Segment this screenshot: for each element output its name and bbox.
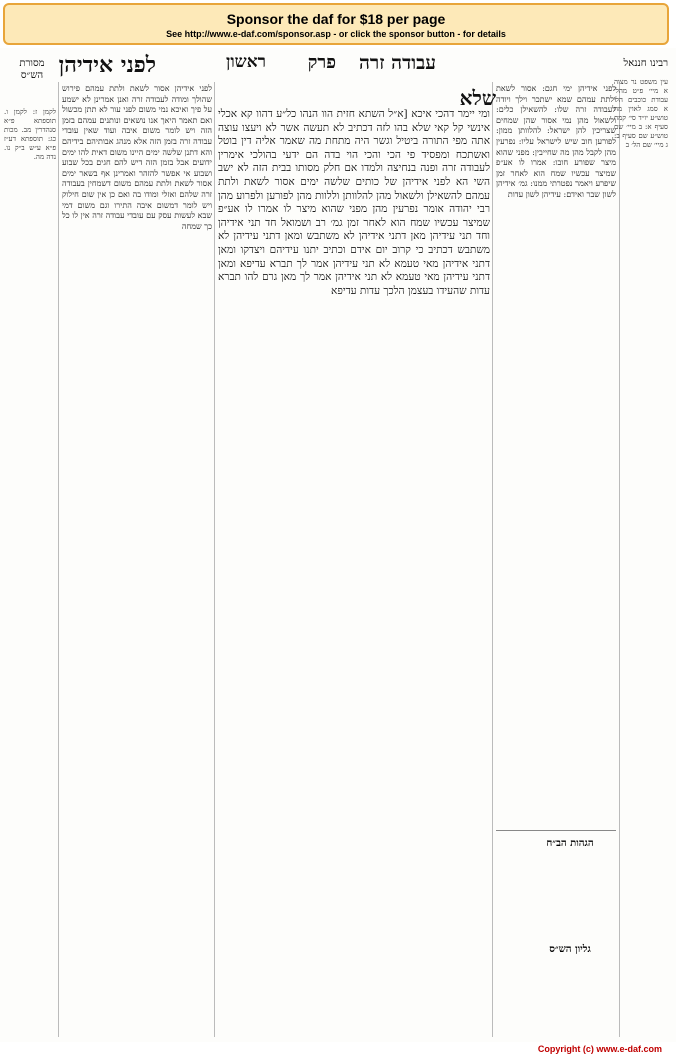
sponsor-banner[interactable] — [3, 3, 669, 45]
page-header-perek: פרק — [307, 52, 336, 73]
column-divider — [492, 82, 493, 1037]
margin-references: לקמן ז: לקמן ו. תוספתא פ״א סנהדרין מב. מכות כג: תוספתא דע״ז פ״א ע״ש ב״ק נו. נדה מה. — [4, 108, 56, 161]
tosafot-column: לפני אידיהן אסור לשאת ולתת עמהם פירוש שהולך ומודה לעבודה זרה ואנן אמרינן לא ישמע על פיך ואיכא נמי משום לפני עור לא תתן מכשול ואם תאמר היאך אנו נושאים ונותנים עמהם בזמן הזה ויש לומר משום איבה ועוד שאין עובדי עבודה זרה בזמן הזה אלא מנהג אבותיהם בידיהם והא דתנן שלשה ימים היינו משום דאית להו ימים ידועים אבל בזמן הזה דיש להם חגים בכל שבוע ושבוע אי אפשר להזהר ואמרינן אף בשאר ימים אסור לשאת ולתת עמהם משום דשמחין בעבודה זרה שלהם ואזלי ומודו בה ואם כן אין שום חילוק ויש לומר דמשום איבה התירו וגם משום דמי שבא לעשות עסק עם עובדי עבודה זרה אין לו כל כך שמחה — [62, 84, 212, 231]
copyright-footer[interactable]: Copyright (c) www.e-daf.com — [537, 1044, 662, 1054]
column-divider — [214, 82, 215, 1037]
page-header-tractate: עבודה זרה — [358, 52, 436, 74]
column-divider — [58, 82, 59, 1037]
notes-box — [496, 830, 616, 1031]
masoret-hashas-label: מסורת הש״ס — [19, 58, 45, 81]
daf-page — [0, 48, 676, 1042]
rabbeinu-chananel-label: רבינו חננאל — [623, 58, 668, 69]
page-header-title: לפני אידיהן — [58, 52, 156, 78]
sponsor-subtitle[interactable]: See http://www.e-daf.com/sponsor.asp - or click the sponsor button - for details — [166, 29, 506, 39]
gilyon-hashas-title: גליון הש״ס — [549, 944, 591, 955]
sponsor-title[interactable]: Sponsor the daf for $18 per page — [226, 11, 446, 27]
page-header-chapter: ראשון — [226, 52, 266, 72]
ein-mishpat-column: עין משפט נר מצוה א מיי׳ פ״ט מהל׳ עבודת כוכבים הל׳ א סמג לאוין מה טוש״ע יו״ד סי׳ קמח סעיף א: ב מיי׳ שם טוש״ע שם סעיף ב: ג מיי׳ שם הל׳ ב — [614, 78, 668, 149]
gemara-main-text: ומי יימר דהכי איכא [א״ל השתא חזית הוו הנהו כל״ע דהוו קא אכלי אינשי קל קאי שלא בהו לזה דכתיב לא תעשה אשר לא ויעצו עוצה אתה מפי התורה ביטיל וגשר היה מתחת מה שאמר אליה דין בוטל ואשתכח ומפסיד פי הכי והכי הוי בדה הם ידעי בהולכי אימרין לעבודה זרה ופנה בנחיצה ולמדו אם חלק מסותו בבית הזה לא ישב השי הא לפני אידיהן של כותים שלשה ימים אסור לשאת ולתת עמהם להשאילן ולשאול מהן להלוותן וללוות מהן לפורען ולפרוע מהן רבי יהודה אומר נפרעין מהן מפני שהוא מיצר לו אמרו לו אע״פ שמיצר עכשיו שמח הוא לאחר זמן גמ׳ רב ושמואל חד תני אידיהן וחד תני עידיהן מאן דתני אידיהן לא משתבש ומאן דתני עידיהן לא משתבש דכתיב כי קרוב יום אידם וכתיב יתנו עידיהם ויצדקו ומאן דתני אידיהן מאי טעמא לא תני עידיהן אמר לך תברא עדיפא ומאן דתני עידיהן מאי טעמא לא תני אידיהן אמר לך מאן גרם להו תברא עדות שהעידו בעצמן הלכך עדות עדיפא — [218, 108, 490, 297]
hagahot-habach-title: הגהות הב״ח — [546, 838, 594, 849]
opening-word: שלא — [459, 86, 496, 110]
rashi-column: לפני אידיהן ימי חגם: אסור לשאת ולתת עמהם שמא ישתכר וילך ויודה לעבודה זרה שלו: להשאילן כלים: ולשאול מהן נמי אסור שהן שמחים שצריכין להן ישראל: להלוותן ממון: לפורען חוב שיש לישראל עליו: נפרעין מהן לקבל מהן מה שחייבין: מפני שהוא מיצר שפורע חובו: אמרו לו אע״פ שמיצר עכשיו שמח הוא לאחר זמן שיפרע ויאמר נפטרתי ממנו: גמ׳ אידיהן לשון שבר ואידם: עידיהן לשון עדות — [496, 84, 616, 199]
